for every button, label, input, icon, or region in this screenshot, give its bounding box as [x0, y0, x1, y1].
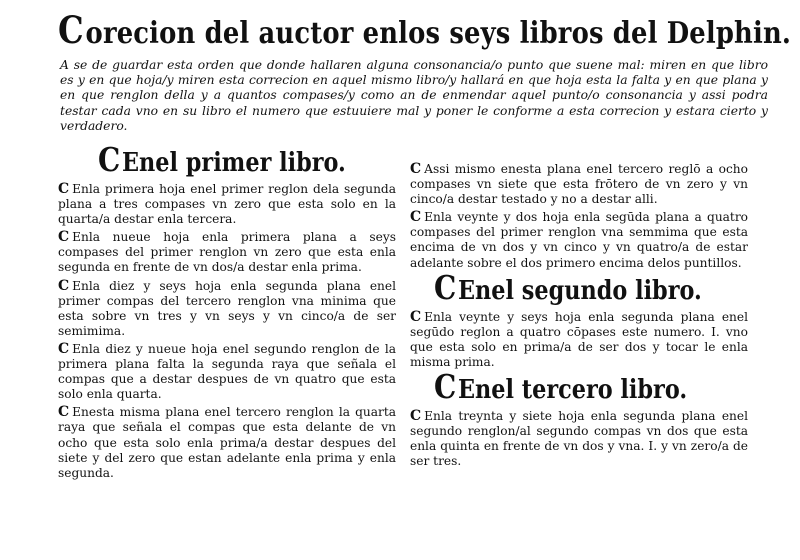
pilcrow-icon: C [410, 161, 422, 177]
heading-initial: C [434, 267, 457, 307]
heading-text: Enel tercero libro. [457, 375, 688, 406]
section-heading-segundo-libro [434, 267, 704, 308]
correction-entry [410, 409, 748, 469]
correction-entry [58, 405, 396, 480]
entry-text: Enla nueue hoja enla primera plana a seys compases del primer renglon vn zero que esta enla segunda en frente de vn dos/a destar enla prima. [58, 230, 396, 275]
entry-text: Enla diez y nueue hoja enel segundo renglon de la primera plana falta la segunda raya que señala el compas que a destar despues de vn quatro que esta solo enla quarta. [58, 341, 396, 402]
pilcrow-icon: C [410, 408, 422, 425]
correction-entry [58, 279, 396, 339]
entry-text: Enla primera hoja enel primer reglon dela segunda plana a tres compases vn zero que esta solo en la quarta/a destar enla tercera. [58, 182, 396, 227]
pilcrow-icon: C [58, 404, 70, 421]
entry-text: Enesta misma plana enel tercero renglon la quarta raya que señala el compas que esta delante de vn ocho que esta solo enla prima/a destar despues del siete y del zero que estan adelante enla prima y enla segunda. [58, 405, 396, 480]
pilcrow-icon: C [410, 308, 422, 325]
heading-text: Enel segundo libro. [457, 275, 702, 306]
pilcrow-icon: C [58, 229, 70, 246]
entry-text: Assi mismo enesta plana enel tercero reglō a ocho compases vn siete que esta frōtero de vn zero y vn cinco/a destar testado y no a destar alli. [410, 162, 748, 207]
document-title [58, 8, 792, 54]
entry-text: Enla diez y seys hoja enla segunda plana enel primer compas del tercero renglon vna minima que esta sobre vn tres y vn seys y vn cinco/a de ser semimima. [58, 278, 396, 338]
pilcrow-icon: C [58, 340, 70, 357]
section-heading-tercero-libro [434, 367, 704, 407]
left-column [58, 140, 396, 484]
correction-entry [410, 162, 748, 207]
correction-entry [58, 182, 396, 227]
pilcrow-icon: C [410, 209, 422, 226]
entry-text: Enla treynta y siete hoja enla segunda plana enel segundo renglon/al segundo compas vn dos que esta enla quinta en frente de vn dos y vna. I. y vn zero/a de ser tres. [410, 409, 748, 469]
heading-text: Enel primer libro. [121, 148, 346, 178]
pilcrow-icon: C [58, 277, 70, 294]
entry-text: Enla veynte y dos hoja enla segūda plana a quatro compases del primer renglon vna semmima que esta encima de vn dos y vn cinco y vn quatro/a de estar adelante sobre el dos primero encima delos puntillos. [410, 210, 748, 270]
title-text: orecion del auctor enlos seys libros del Delphin. [85, 16, 792, 51]
correction-entry [58, 342, 396, 402]
pilcrow-icon: C [58, 181, 70, 197]
intro-paragraph: A se de guardar esta orden que donde hallaren alguna consonancia/o punto que suene mal: miren en que libro es y en que hoja/y miren esta correcion en aquel mismo libro/y hallará en que hoja esta la falta y en que plana y en que renglon della y a quantos compases/y como an de enmendar aquel punto/o consonancia y assi podra testar cada vno en su libro el numero que estuuiere mal y poner le conforme a esta correcion y estara cierto y verdadero. [60, 58, 768, 133]
section-heading-primer-libro [98, 140, 354, 180]
heading-initial: C [98, 140, 121, 179]
correction-entry [410, 310, 748, 370]
title-initial: C [58, 8, 84, 52]
right-column [410, 162, 748, 472]
correction-entry [58, 230, 396, 275]
heading-initial: C [434, 367, 457, 407]
correction-entry [410, 210, 748, 270]
entry-text: Enla veynte y seys hoja enla segunda plana enel segūdo reglon a quatro cōpases este numero. I. vno que esta solo en prima/a de ser dos y tocar le enla misma prima. [410, 309, 748, 369]
